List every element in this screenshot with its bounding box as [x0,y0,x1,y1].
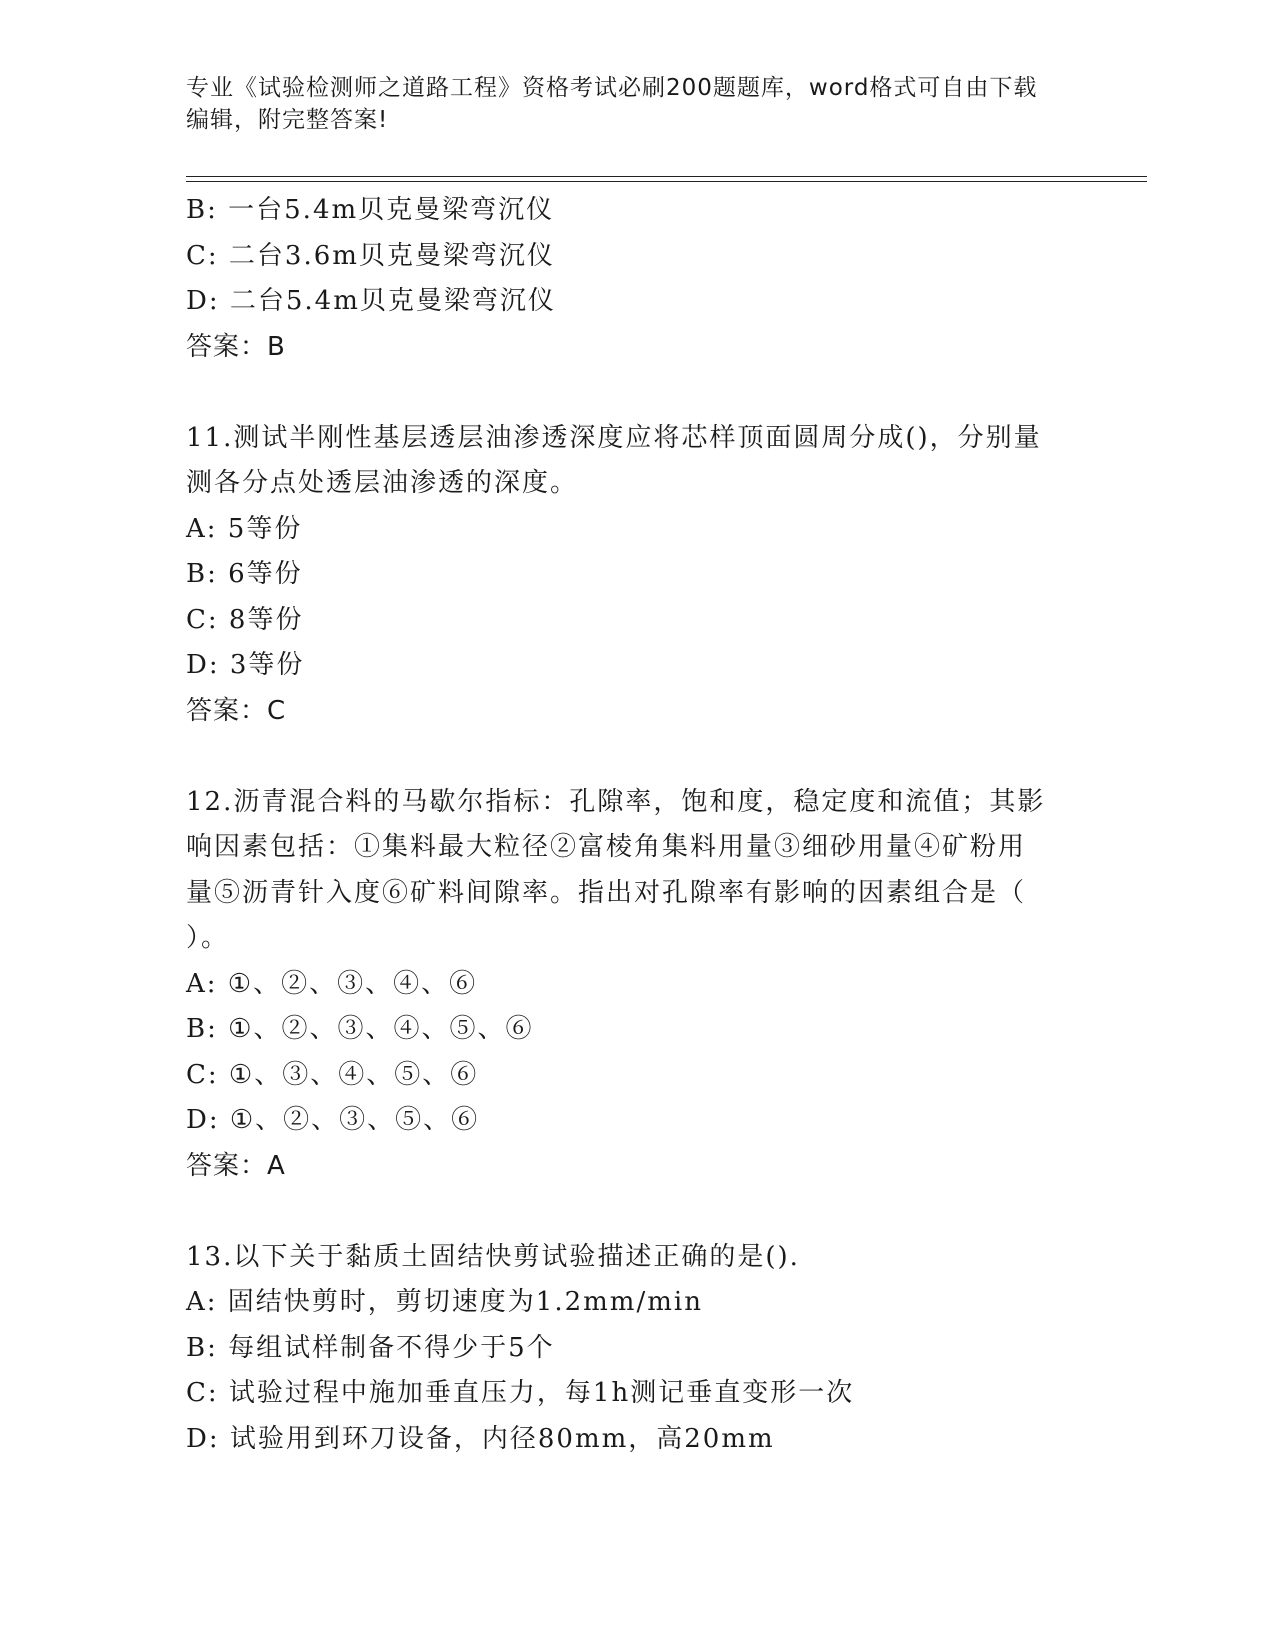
option-a: A: 固结快剪时，剪切速度为1.2mm/min [186,1287,703,1317]
option-b: B: 6等份 [186,559,303,589]
option-d: D: 二台5.4m贝克曼梁弯沉仪 [186,286,556,316]
option-c: C: ①、③、④、⑤、⑥ [186,1059,479,1090]
option-c: C: 8等份 [186,604,304,635]
option-b: B: 一台5.4m贝克曼梁弯沉仪 [186,195,555,225]
question-list [186,188,1076,1462]
option-c: C: 二台3.6m贝克曼梁弯沉仪 [186,240,555,271]
header-divider-top [186,176,1147,177]
option-b: B: ①、②、③、④、⑤、⑥ [186,1014,534,1044]
question-stem-line: 11.测试半刚性基层透层油渗透深度应将芯样顶面圆周分成()，分别量 [186,422,1042,453]
question-12 [186,780,1076,1190]
question-11 [186,416,1076,735]
answer: 答案：B [186,331,286,362]
question-13 [186,1235,1076,1463]
document-header [186,72,1066,136]
question-stem-line: 响因素包括：①集料最大粒径②富棱角集料用量③细砂用量④矿粉用 [186,832,1027,862]
option-c: C: 试验过程中施加垂直压力，每1h测记垂直变形一次 [186,1378,855,1408]
answer: 答案：C [186,695,287,726]
option-b: B: 每组试样制备不得少于5个 [186,1332,555,1363]
question-stem-line: ）。 [186,923,230,953]
spacer [186,1189,1076,1235]
question-10 [186,188,1076,370]
question-stem-line: 量⑤沥青针入度⑥矿料间隙率。指出对孔隙率有影响的因素组合是（ [186,877,1027,908]
answer: 答案：A [186,1150,286,1181]
question-stem-line: 13.以下关于黏质土固结快剪试验描述正确的是(). [186,1241,800,1272]
option-a: A: ①、②、③、④、⑥ [186,968,478,999]
header-divider-bottom [186,181,1147,182]
option-d: D: ①、②、③、⑤、⑥ [186,1105,480,1135]
header-line-1: 专业《试验检测师之道路工程》资格考试必刷200题题库，word格式可自由下载 [186,75,1038,101]
option-a: A: 5等份 [186,513,303,544]
header-line-2: 编辑，附完整答案! [186,107,389,133]
question-stem-line: 12.沥青混合料的马歇尔指标：孔隙率，饱和度，稳定度和流值；其影 [186,786,1046,817]
spacer [186,370,1076,416]
question-stem-line: 测各分点处透层油渗透的深度。 [186,468,579,498]
option-d: D: 3等份 [186,650,305,680]
option-d: D: 试验用到环刀设备，内径80mm，高20mm [186,1423,775,1454]
spacer [186,734,1076,780]
